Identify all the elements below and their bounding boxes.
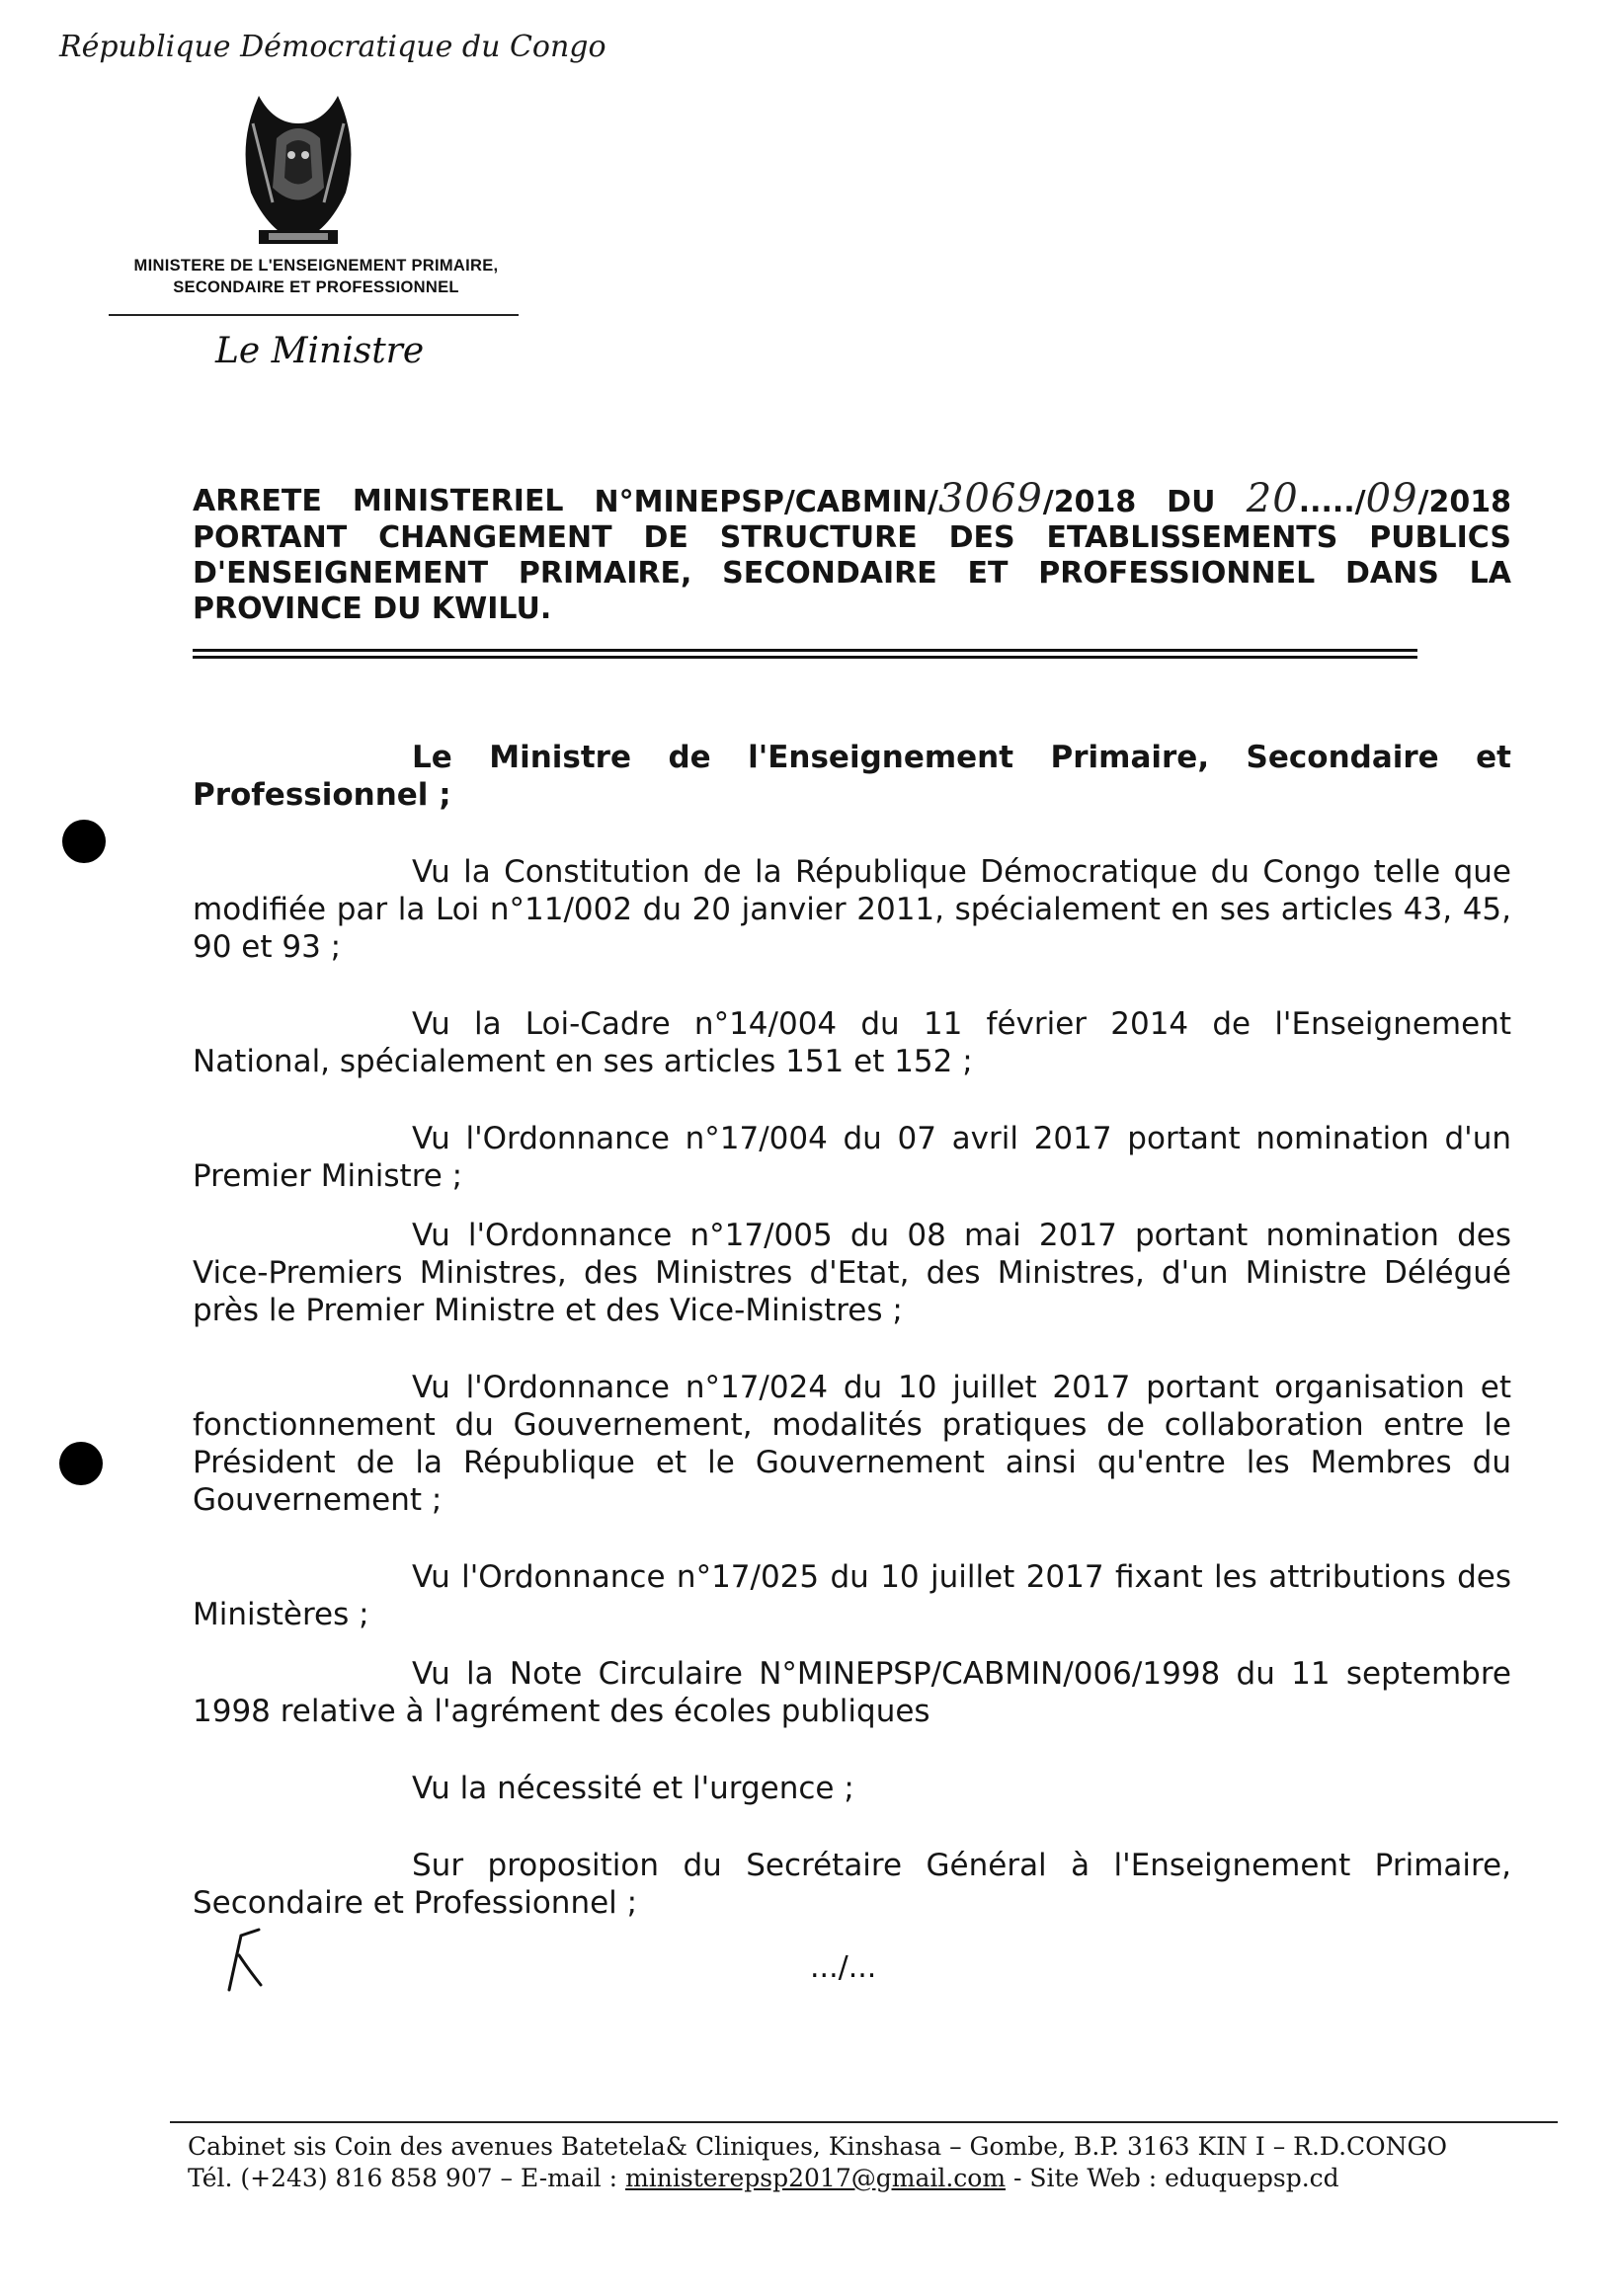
decree-title [193,476,1511,627]
title-line-4: PROVINCE DU KWILU. [193,592,552,626]
punch-hole [62,820,106,863]
considerant-note-circulaire: Vu la Note Circulaire N°MINEPSP/CABMIN/006/1998 du 11 septembre 1998 relative à l'agrément des écoles publiques [193,1656,1511,1729]
title-word: SECONDAIRE [722,556,937,591]
ministry-name [99,255,533,298]
title-line-1 [193,476,1511,521]
decree-body [193,739,1511,1922]
handwritten-day: 20 [1246,476,1299,521]
considerant-constitution: Vu la Constitution de la République Démocratique du Congo telle que modifiée par la Loi n°11/002 du 20 janvier 2011, spécialement en ses articles 43, 45, 90 et 93 ; [193,854,1511,965]
ref-year: /2018 [1042,485,1137,519]
letterhead-divider [109,314,519,316]
title-word: CHANGEMENT [378,520,612,555]
date-label: DU 20...../09/2018 [1167,476,1511,521]
title-word: ET [967,556,1009,591]
footer-site: - Site Web : eduquepsp.cd [1006,2164,1339,2192]
date-year: /2018 [1417,485,1511,519]
ministry-line-1: MINISTERE DE L'ENSEIGNEMENT PRIMAIRE, [133,257,499,275]
preamble-minister: Le Ministre de l'Enseignement Primaire, Secondaire et Professionnel ; [193,740,1511,813]
footer-tel: Tél. (+243) 816 858 907 – E-mail : [188,2164,626,2192]
title-word: D'ENSEIGNEMENT [193,556,489,591]
punch-hole [59,1442,103,1485]
date-dots: ..... [1298,485,1355,519]
ref-prefix: N°MINEPSP/CABMIN/ [594,485,938,519]
minister-title: Le Ministre [215,331,425,371]
footer-email-link[interactable]: ministerepsp2017@gmail.com [625,2164,1007,2192]
title-word: STRUCTURE [719,520,918,555]
title-double-rule [193,649,1417,659]
title-word: MINISTERIEL [352,484,564,518]
footer-line-1: Cabinet sis Coin des avenues Batetela& Cliniques, Kinshasa – Gombe, B.P. 3163 KIN I – R.D.CONGO [188,2132,1447,2161]
title-word: PROFESSIONNEL [1038,556,1316,591]
considerant-urgence: Vu la nécessité et l'urgence ; [412,1771,854,1806]
title-word: DE [643,520,688,555]
footer-address [188,2131,1447,2194]
ministry-line-2: SECONDAIRE ET PROFESSIONNEL [173,278,459,296]
continuation-mark: .../... [810,1950,877,1985]
footer-divider [170,2121,1558,2123]
title-word: ETABLISSEMENTS [1046,520,1338,555]
title-word: PUBLICS [1369,520,1511,555]
footer-line-2 [188,2163,1447,2194]
title-word: ARRETE [193,484,322,518]
considerant-ordonnance-17-004: Vu l'Ordonnance n°17/004 du 07 avril 2017 portant nomination d'un Premier Ministre ; [193,1121,1511,1194]
handwritten-initials [219,1926,269,1995]
title-word: PORTANT [193,520,348,555]
handwritten-ref-number: 3069 [937,476,1043,521]
date-sep: / [1354,485,1366,519]
title-word: PRIMAIRE, [518,556,692,591]
title-line-2 [193,520,1511,556]
considerant-ordonnance-17-024: Vu l'Ordonnance n°17/024 du 10 juillet 2017 portant organisation et fonctionnement du Gouvernement, modalités pratiques de collaboration entre le Président de la République et le Gouvernement ainsi qu'entre les Membres du Gouvernement ; [193,1370,1511,1518]
considerant-loi-cadre: Vu la Loi-Cadre n°14/004 du 11 février 2014 de l'Enseignement National, spécialement en ses articles 151 et 152 ; [193,1006,1511,1079]
title-line-3 [193,556,1511,592]
considerant-ordonnance-17-005: Vu l'Ordonnance n°17/005 du 08 mai 2017 portant nomination des Vice-Premiers Ministres, des Ministres d'Etat, des Ministres, d'un Ministre Délégué près le Premier Ministre et des Vice-Ministres ; [193,1218,1511,1328]
republic-heading: République Démocratique du Congo [59,30,606,64]
considerant-ordonnance-17-025: Vu l'Ordonnance n°17/025 du 10 juillet 2017 fixant les attributions des Ministères ; [193,1559,1511,1632]
coat-of-arms-emblem [229,84,367,252]
handwritten-month: 09 [1365,476,1418,521]
considerant-proposition: Sur proposition du Secrétaire Général à l'Enseignement Primaire, Secondaire et Professionnel ; [193,1848,1511,1921]
title-word: LA [1469,556,1511,591]
title-word: DES [948,520,1015,555]
decree-reference [594,476,1137,521]
title-word: DANS [1345,556,1439,591]
